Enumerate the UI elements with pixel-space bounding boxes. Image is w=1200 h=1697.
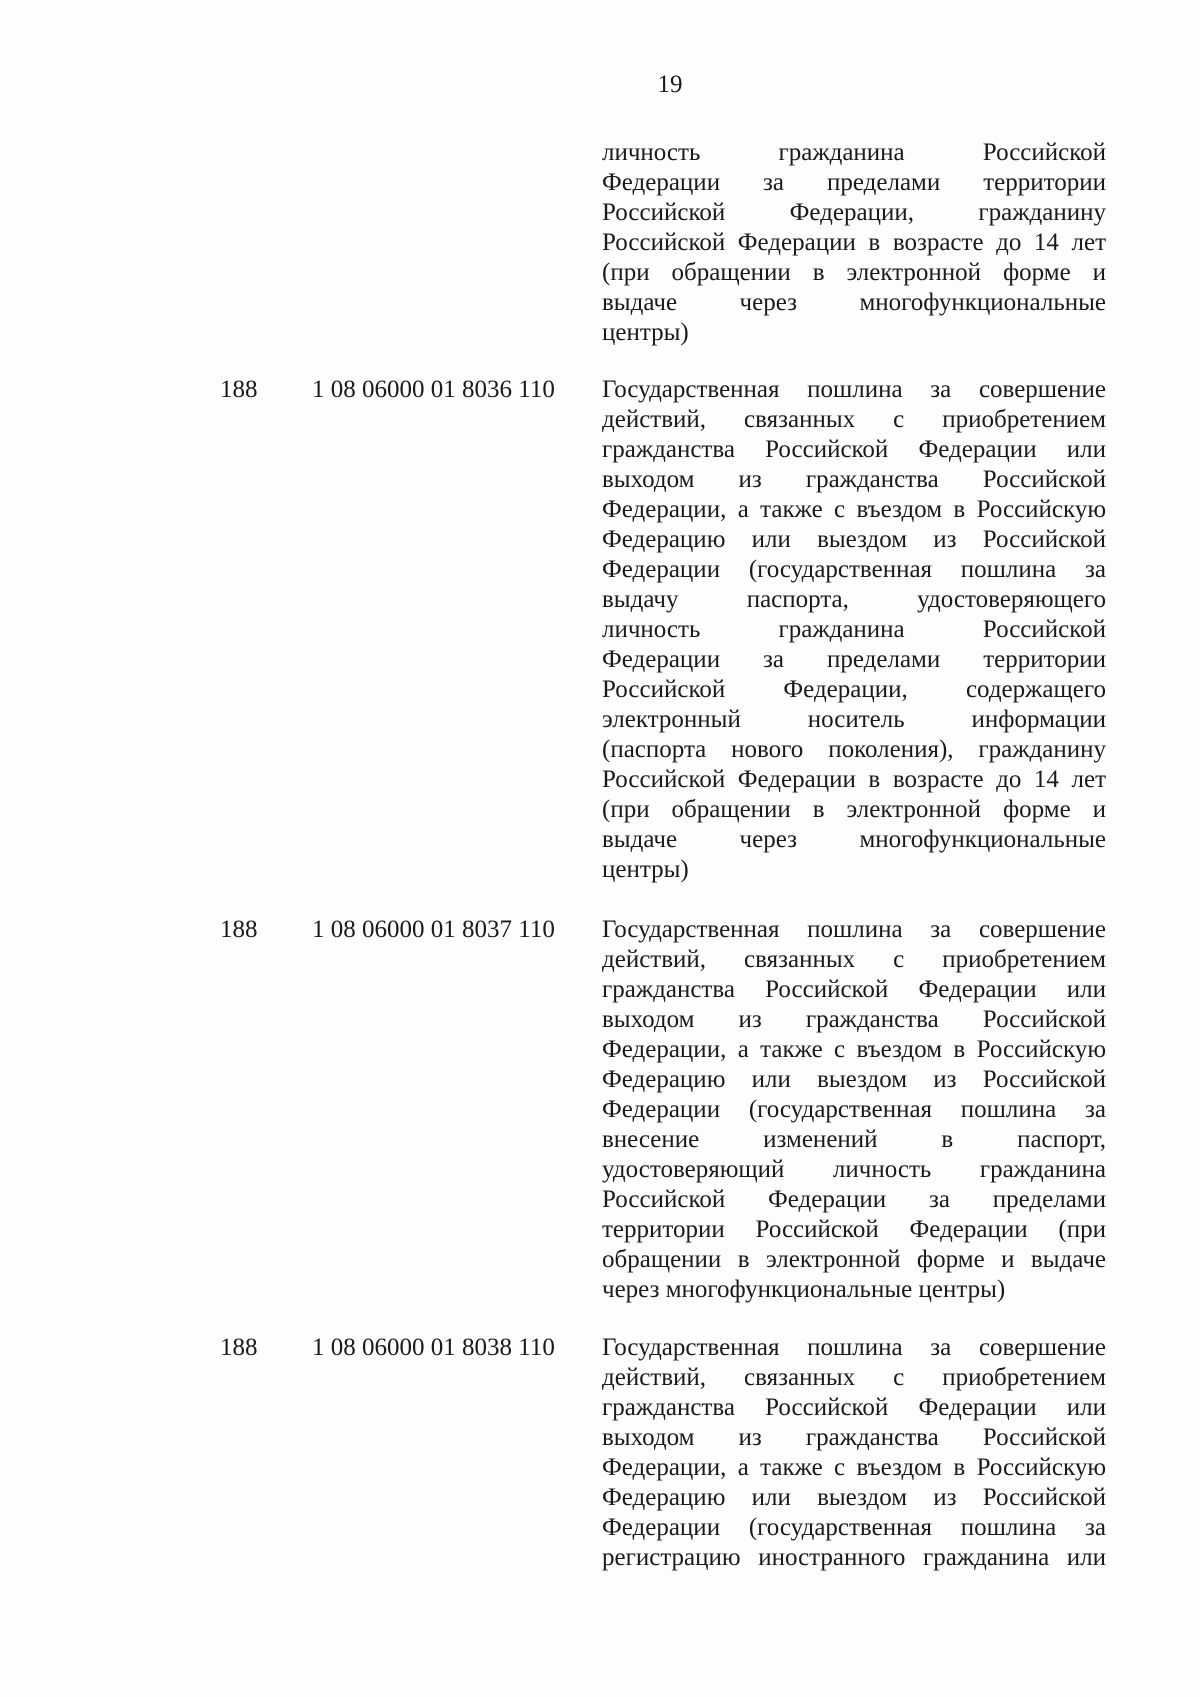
description-line: обращении в электронной форме и выдаче	[602, 1246, 1106, 1273]
description-line: электронный носитель информации	[602, 706, 1106, 733]
entry-description	[602, 375, 1106, 885]
description-line: Российской Федерации за пределами	[602, 1186, 1106, 1213]
description-line: Федерацию или выездом из Российской	[602, 1484, 1106, 1511]
description-line: Российской Федерации в возрасте до 14 лет	[602, 229, 1106, 256]
description-line: Государственная пошлина за совершение	[602, 1334, 1106, 1361]
admin-code: 188	[220, 916, 258, 943]
description-line: выходом из гражданства Российской	[602, 1424, 1106, 1451]
description-line: личность гражданина Российской	[602, 616, 1106, 643]
continuation-description	[602, 138, 1106, 348]
description-line: центры)	[602, 319, 689, 346]
description-line: личность гражданина Российской	[602, 139, 1106, 166]
description-line: выходом из гражданства Российской	[602, 466, 1106, 493]
description-line: выходом из гражданства Российской	[602, 1006, 1106, 1033]
description-line: выдаче через многофункциональные	[602, 289, 1106, 316]
description-line: (при обращении в электронной форме и	[602, 796, 1106, 823]
admin-code: 188	[220, 376, 258, 403]
entry-description	[602, 1333, 1106, 1573]
description-line: внесение изменений в паспорт,	[602, 1126, 1106, 1153]
description-line: Федерации (государственная пошлина за	[602, 1514, 1106, 1541]
description-line: (паспорта нового поколения), гражданину	[602, 736, 1106, 763]
page-number: 19	[657, 71, 683, 98]
description-line: выдаче через многофункциональные	[602, 826, 1106, 853]
description-line: территории Российской Федерации (при	[602, 1216, 1106, 1243]
description-line: регистрацию иностранного гражданина или	[602, 1544, 1106, 1571]
entry-description	[602, 915, 1106, 1305]
description-line: Федерации, а также с въездом в Российскую	[602, 496, 1106, 523]
description-line: центры)	[602, 856, 689, 883]
description-line: Федерации, а также с въездом в Российскую	[602, 1454, 1106, 1481]
description-line: Федерацию или выездом из Российской	[602, 526, 1106, 553]
description-line: действий, связанных с приобретением	[602, 946, 1106, 973]
description-line: Федерации за пределами территории	[602, 169, 1106, 196]
description-line: Государственная пошлина за совершение	[602, 916, 1106, 943]
description-line: Российской Федерации, содержащего	[602, 676, 1106, 703]
description-line: удостоверяющий личность гражданина	[602, 1156, 1106, 1183]
description-line: Федерации (государственная пошлина за	[602, 1096, 1106, 1123]
description-line: действий, связанных с приобретением	[602, 406, 1106, 433]
description-line: через многофункциональные центры)	[602, 1276, 1006, 1303]
description-line: Федерацию или выездом из Российской	[602, 1066, 1106, 1093]
description-line: Федерации (государственная пошлина за	[602, 556, 1106, 583]
kbk-code: 1 08 06000 01 8036 110	[312, 376, 555, 403]
description-line: Федерации за пределами территории	[602, 646, 1106, 673]
description-line: гражданства Российской Федерации или	[602, 436, 1106, 463]
description-line: (при обращении в электронной форме и	[602, 259, 1106, 286]
description-line: Российской Федерации, гражданину	[602, 199, 1106, 226]
description-line: гражданства Российской Федерации или	[602, 976, 1106, 1003]
description-line: гражданства Российской Федерации или	[602, 1394, 1106, 1421]
admin-code: 188	[220, 1334, 258, 1361]
kbk-code: 1 08 06000 01 8037 110	[312, 916, 555, 943]
description-line: выдачу паспорта, удостоверяющего	[602, 586, 1106, 613]
description-line: Государственная пошлина за совершение	[602, 376, 1106, 403]
kbk-code: 1 08 06000 01 8038 110	[312, 1334, 555, 1361]
description-line: действий, связанных с приобретением	[602, 1364, 1106, 1391]
description-line: Федерации, а также с въездом в Российскую	[602, 1036, 1106, 1063]
description-line: Российской Федерации в возрасте до 14 лет	[602, 766, 1106, 793]
